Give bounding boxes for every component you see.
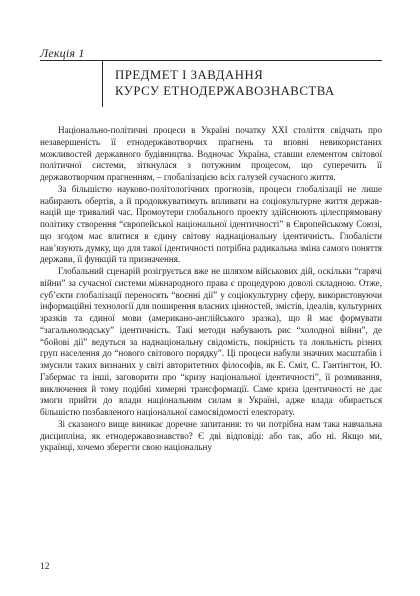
- chapter-title-line-2: КУРСУ ЕТНОДЕРЖАВОЗНАВСТВА: [115, 84, 335, 98]
- chapter-title-line-1: ПРЕДМЕТ І ЗАВДАННЯ: [115, 68, 264, 82]
- paragraph: Глобальний сценарій розігрується вже не шляхом військових дій, оскільки “гарячі війни” за сучасної системи міжнародного права є процедурою доволі складною. Отже, суб’єкти глобалізації переносять “воєнні дії” у соціокультурну сферу, використовуючи інформаційні технології для поширення власних цінностей, змістів, ідеалів, культурних зразків та єдиної мови (американо-англійського зразка), що й має формувати “загальнолюдську” ідентичність. Такі методи набувають рис “холодної війни”, де “бойові дії” ведуться за наднаціональну свідомість, покірність та лояльність різних груп населення до “нового світового порядку”. Ці процеси набули значних масштабів і змусили таких визнаних у світі авторитетних філософів, як Е. Сміт, С. Гантінгтон, Ю. Габермас та інші, заговорити про “кризу національної ідентичності”, її розмивання, виключення й тому подібні химерні трансформації. Саме криза ідентичності не дає змоги прийти до влади національним силам в Україні, адже влада обирається більшістю позбавленого національної самосвідомості електорату.: [40, 266, 382, 417]
- body-text: [40, 125, 382, 454]
- lecture-label: Лекція 1: [40, 46, 85, 60]
- page-number: 12: [40, 562, 50, 572]
- header-rule: [40, 60, 382, 61]
- paragraph: Зі сказаного вище виникає доречне запитання: то чи потрібна нам така навчальна дисципліна, як етнодержавознавство? Є дві відповіді: або так, або ні. Якщо ми, українці, хочемо зберегти свою національну: [40, 418, 382, 453]
- paragraph: Національно-політичні процеси в Україні початку XXI століття свідчать про незавершеність її етнодержавотворчих прагнень та вповні невикористаних можливостей державного будівництва. Водночас Україна, ставши елементом світової політичної системи, зіткнулася з потужним процесом, що суперечить її державотворчим прагненням, – глобалізацією всіх галузей сучасного життя.: [40, 125, 382, 182]
- lecture-divider: [102, 60, 103, 107]
- chapter-title: [115, 67, 395, 99]
- paragraph: За більшістю науково-політологічних прогнозів, процеси глобалізації не лише набирають обертів, а й продовжуватимуть впливати на соціокультурне життя держав-націй ще тривалий час. Промоутери глобального проекту здійснюють цілеспрямовану політику створення “європейської національної ідентичності” в Європейському Союзі, що згодом має влитися в єдину світову наднаціональну ідентичність. Глобалісти нав’язують думку, що для такої ідентичності потрібна радикальна зміна самого поняття держави, її функцій та призначення.: [40, 183, 382, 265]
